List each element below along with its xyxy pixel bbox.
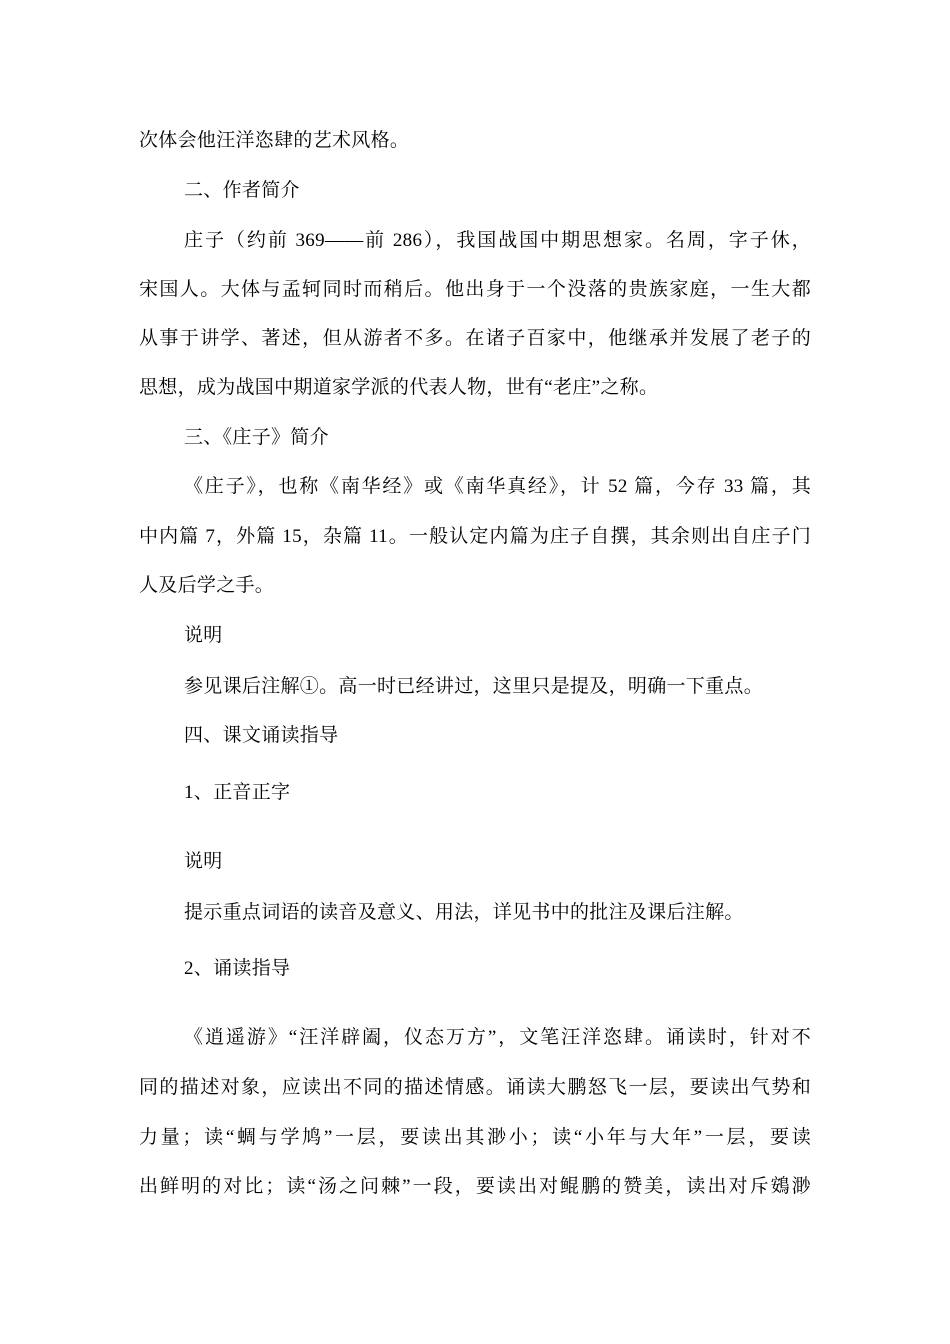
subheading-recitation: 2、诵读指导 [184, 958, 291, 979]
body-line: 人及后学之手。 [139, 575, 275, 596]
note-label: 说明 [184, 625, 223, 646]
body-line: 力量；读“蜩与学鸠”一层，要读出其渺小；读“小年与大年”一层，要读 [139, 1127, 811, 1148]
body-line: 同的描述对象，应读出不同的描述情感。诵读大鹏怒飞一层，要读出气势和 [139, 1077, 811, 1098]
section-heading-zhuangzi-book: 三、《庄子》简介 [184, 427, 329, 448]
body-line: 出鲜明的对比；读“汤之问棘”一段，要读出对鲲鹏的赞美，读出对斥鴳渺 [139, 1176, 811, 1197]
body-line: 宋国人。大体与孟轲同时而稍后。他出身于一个没落的贵族家庭，一生大都 [139, 279, 811, 300]
body-line: 庄子（约前 369——前 286），我国战国中期思想家。名周，字子休， [184, 230, 811, 251]
subheading-pronunciation: 1、正音正字 [184, 782, 291, 803]
body-line: 次体会他汪洋恣肆的艺术风格。 [139, 130, 410, 151]
section-heading-reading-guide: 四、课文诵读指导 [184, 725, 339, 746]
note-text: 提示重点词语的读音及意义、用法，详见书中的批注及课后注解。 [184, 902, 744, 923]
body-line: 思想，成为战国中期道家学派的代表人物，世有“老庄”之称。 [139, 377, 659, 398]
body-line: 《庄子》，也称《南华经》或《南华真经》，计 52 篇，今存 33 篇，其 [184, 476, 811, 497]
body-line: 中内篇 7，外篇 15，杂篇 11。一般认定内篇为庄子自撰，其余则出自庄子门 [139, 526, 811, 547]
section-heading-author: 二、作者简介 [184, 180, 300, 201]
body-line: 从事于讲学、著述，但从游者不多。在诸子百家中，他继承并发展了老子的 [139, 328, 811, 349]
note-text: 参见课后注解①。高一时已经讲过，这里只是提及，明确一下重点。 [184, 676, 764, 697]
body-line: 《逍遥游》“汪洋辟阖，仪态万方”，文笔汪洋恣肆。诵读时，针对不 [184, 1027, 811, 1048]
note-label: 说明 [184, 851, 223, 872]
